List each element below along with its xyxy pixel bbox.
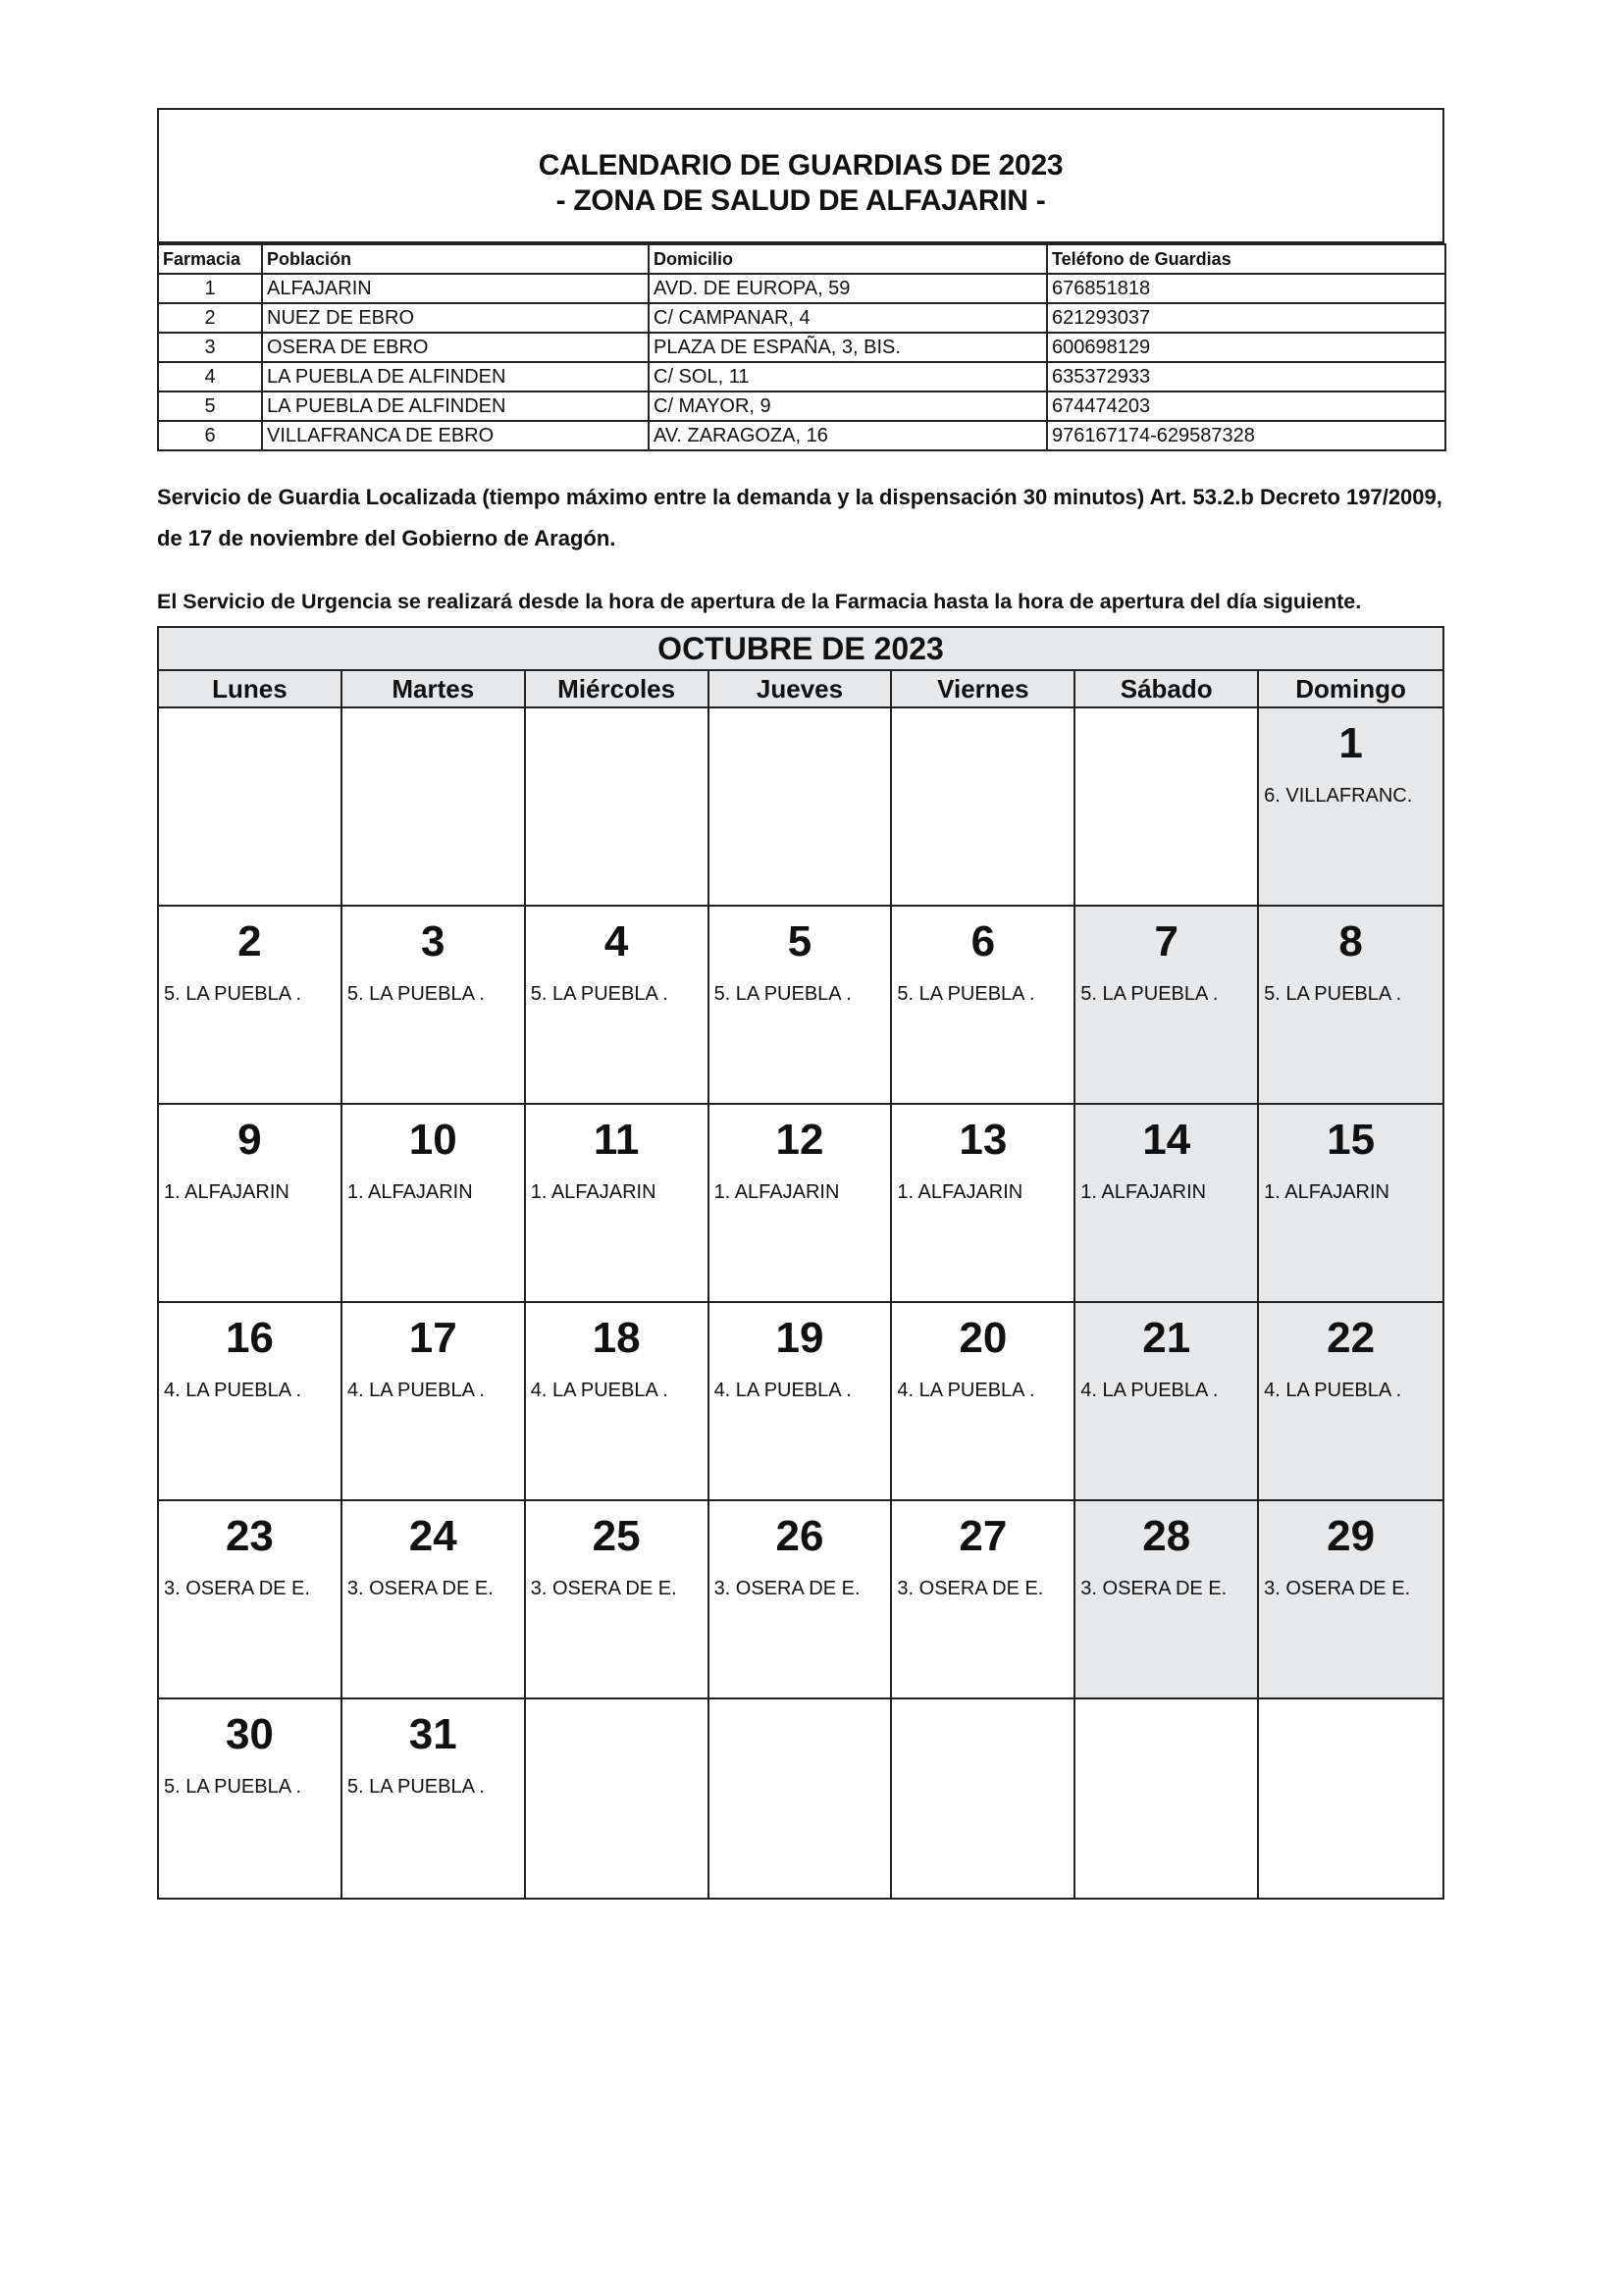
day-number: 11 <box>593 1116 640 1164</box>
calendar-day-cell <box>159 907 342 1105</box>
calendar-empty-cell <box>342 708 526 907</box>
calendar-day-cell <box>159 1699 342 1898</box>
duty-pharmacy: 5. LA PUEBLA . <box>164 1776 302 1798</box>
calendar-day-cell <box>1259 1303 1442 1501</box>
calendar-day-cell <box>342 1303 526 1501</box>
pharmacy-domicilio-cell: C/ CAMPANAR, 4 <box>649 303 1047 333</box>
pharmacy-farmacia-cell: 5 <box>158 391 262 421</box>
day-number: 13 <box>959 1116 1008 1164</box>
pharmacy-telefono-cell: 621293037 <box>1047 303 1445 333</box>
calendar-empty-cell <box>892 1699 1075 1898</box>
calendar-empty-cell <box>159 708 342 907</box>
pharmacy-domicilio-cell: C/ MAYOR, 9 <box>649 391 1047 421</box>
day-number: 14 <box>1142 1116 1191 1164</box>
day-number: 28 <box>1142 1512 1191 1560</box>
pharmacy-domicilio-cell: C/ SOL, 11 <box>649 362 1047 391</box>
calendar-day-cell <box>1075 1303 1259 1501</box>
pharmacy-telefono-cell: 635372933 <box>1047 362 1445 391</box>
calendar-day-cell <box>526 1501 709 1699</box>
calendar-day-cell <box>1259 708 1442 907</box>
pharmacy-telefono-cell: 976167174-629587328 <box>1047 421 1445 450</box>
calendar-day-cell <box>342 1501 526 1699</box>
day-number: 12 <box>775 1116 824 1164</box>
duty-pharmacy: 5. LA PUEBLA . <box>346 1776 485 1798</box>
weekday-label: Domingo <box>1295 674 1406 704</box>
duty-pharmacy: 1. ALFAJARIN <box>713 1181 840 1203</box>
duty-pharmacy: 1. ALFAJARIN <box>897 1181 1023 1203</box>
day-number: 10 <box>408 1116 457 1164</box>
day-number: 25 <box>592 1512 641 1560</box>
duty-pharmacy: 1. ALFAJARIN <box>164 1181 289 1203</box>
duty-pharmacy: 5. LA PUEBLA . <box>530 983 668 1005</box>
day-number: 5 <box>787 917 812 965</box>
pharmacy-row <box>158 362 1445 391</box>
pharmacy-domicilio-cell: AVD. DE EUROPA, 59 <box>649 274 1047 303</box>
calendar-day-cell <box>709 1501 893 1699</box>
weekday-label: Martes <box>342 671 526 706</box>
duty-pharmacy: 4. LA PUEBLA . <box>1080 1380 1219 1401</box>
day-number: 15 <box>1327 1116 1376 1164</box>
day-number: 19 <box>775 1314 824 1362</box>
duty-pharmacy: 5. LA PUEBLA . <box>346 983 485 1005</box>
day-number: 3 <box>421 917 445 965</box>
calendar-empty-cell <box>1259 1699 1442 1898</box>
pharmacy-farmacia-cell: 4 <box>158 362 262 391</box>
calendar-day-cell <box>892 1303 1075 1501</box>
duty-pharmacy: 3. OSERA DE E. <box>897 1578 1044 1599</box>
duty-pharmacy: 4. LA PUEBLA . <box>713 1380 852 1401</box>
weekday-label: Viernes <box>892 671 1075 706</box>
calendar-day-cell <box>1259 1501 1442 1699</box>
day-number: 16 <box>225 1314 274 1362</box>
duty-pharmacy: 3. OSERA DE E. <box>346 1578 494 1599</box>
pharmacy-poblacion-cell: OSERA DE EBRO <box>262 333 649 362</box>
calendar-day-cell <box>1259 907 1442 1105</box>
calendar-grid <box>159 708 1442 1898</box>
weekday-label: Sábado <box>1075 671 1259 706</box>
day-number: 23 <box>225 1512 274 1560</box>
duty-pharmacy: 1. ALFAJARIN <box>346 1181 473 1203</box>
calendar-day-cell <box>159 1105 342 1303</box>
pharmacy-domicilio-cell: AV. ZARAGOZA, 16 <box>649 421 1047 450</box>
calendar-day-cell <box>159 1501 342 1699</box>
calendar-day-cell <box>1075 1501 1259 1699</box>
duty-pharmacy: 4. LA PUEBLA . <box>1264 1380 1402 1401</box>
calendar-day-cell <box>892 1105 1075 1303</box>
duty-pharmacy: 1. ALFAJARIN <box>1264 1181 1389 1203</box>
day-number: 27 <box>959 1512 1008 1560</box>
column-header-farmacia: Farmacia <box>158 244 262 274</box>
day-number: 21 <box>1142 1314 1191 1362</box>
day-number: 26 <box>775 1512 824 1560</box>
day-number: 8 <box>1338 917 1363 965</box>
pharmacy-farmacia-cell: 1 <box>158 274 262 303</box>
pharmacy-farmacia-cell: 6 <box>158 421 262 450</box>
day-number: 31 <box>408 1710 457 1758</box>
pharmacy-farmacia-cell: 3 <box>158 333 262 362</box>
duty-pharmacy: 3. OSERA DE E. <box>1264 1578 1411 1599</box>
urgencia-note: El Servicio de Urgencia se realizará desde la hora de apertura de la Farmacia hasta la hora de apertura del día siguiente. <box>157 590 1362 613</box>
column-header-poblacion: Población <box>262 244 649 274</box>
duty-pharmacy: 3. OSERA DE E. <box>530 1578 677 1599</box>
month-calendar <box>157 626 1444 1900</box>
column-header-domicilio: Domicilio <box>649 244 1047 274</box>
day-number: 29 <box>1327 1512 1376 1560</box>
document-title: CALENDARIO DE GUARDIAS DE 2023 <box>538 149 1064 182</box>
duty-pharmacy: 5. LA PUEBLA . <box>1264 983 1402 1005</box>
duty-pharmacy: 5. LA PUEBLA . <box>713 983 852 1005</box>
calendar-day-cell <box>892 907 1075 1105</box>
weekday-label: Lunes <box>159 671 342 706</box>
day-number: 30 <box>225 1710 274 1758</box>
day-number: 9 <box>237 1116 262 1164</box>
calendar-empty-cell <box>709 708 893 907</box>
pharmacy-row <box>158 391 1445 421</box>
pharmacy-row <box>158 333 1445 362</box>
calendar-day-cell <box>342 907 526 1105</box>
pharmacy-domicilio-cell: PLAZA DE ESPAÑA, 3, BIS. <box>649 333 1047 362</box>
calendar-day-cell <box>1075 907 1259 1105</box>
pharmacy-row <box>158 421 1445 450</box>
pharmacy-row <box>158 303 1445 333</box>
calendar-empty-cell <box>892 708 1075 907</box>
pharmacy-table <box>157 243 1446 451</box>
day-number: 22 <box>1327 1314 1376 1362</box>
pharmacy-farmacia-cell: 2 <box>158 303 262 333</box>
duty-pharmacy: 5. LA PUEBLA . <box>897 983 1035 1005</box>
day-number: 17 <box>408 1314 457 1362</box>
weekday-label: Jueves <box>709 671 893 706</box>
calendar-day-cell <box>526 907 709 1105</box>
weekday-label: Miércoles <box>526 671 709 706</box>
calendar-day-cell <box>892 1501 1075 1699</box>
day-number: 20 <box>959 1314 1008 1362</box>
pharmacy-telefono-cell: 674474203 <box>1047 391 1445 421</box>
calendar-day-cell <box>709 1105 893 1303</box>
day-number: 4 <box>603 917 629 965</box>
duty-pharmacy: 6. VILLAFRANC. <box>1264 785 1413 807</box>
duty-pharmacy: 5. LA PUEBLA . <box>1080 983 1219 1005</box>
day-number: 6 <box>970 917 996 965</box>
weekday-header <box>159 671 1442 708</box>
calendar-day-cell <box>526 1105 709 1303</box>
duty-pharmacy: 1. ALFAJARIN <box>530 1181 656 1203</box>
pharmacy-poblacion-cell: ALFAJARIN <box>262 274 649 303</box>
calendar-day-cell <box>342 1105 526 1303</box>
day-number: 18 <box>592 1314 641 1362</box>
day-number: 2 <box>237 917 262 965</box>
calendar-day-cell <box>709 907 893 1105</box>
calendar-day-cell <box>709 1303 893 1501</box>
day-number: 1 <box>1338 719 1363 767</box>
duty-pharmacy: 3. OSERA DE E. <box>1080 1578 1228 1599</box>
pharmacy-telefono-cell: 676851818 <box>1047 274 1445 303</box>
duty-pharmacy: 3. OSERA DE E. <box>713 1578 861 1599</box>
calendar-empty-cell <box>1075 708 1259 907</box>
month-title: OCTUBRE DE 2023 <box>159 628 1442 671</box>
calendar-day-cell <box>1259 1105 1442 1303</box>
title-box <box>157 108 1444 243</box>
calendar-empty-cell <box>1075 1699 1259 1898</box>
guardia-note: Servicio de Guardia Localizada (tiempo máximo entre la demanda y la dispensación 30 minutos) Art. 53.2.b Decreto 197/2009, de 17 de noviembre del Gobierno de Aragón. <box>157 485 1442 550</box>
duty-pharmacy: 5. LA PUEBLA . <box>164 983 302 1005</box>
duty-pharmacy: 1. ALFAJARIN <box>1080 1181 1207 1203</box>
pharmacy-poblacion-cell: VILLAFRANCA DE EBRO <box>262 421 649 450</box>
duty-pharmacy: 4. LA PUEBLA . <box>897 1380 1035 1401</box>
duty-pharmacy: 4. LA PUEBLA . <box>164 1380 302 1401</box>
calendar-day-cell <box>526 1303 709 1501</box>
day-number: 24 <box>408 1512 457 1560</box>
calendar-day-cell <box>1075 1105 1259 1303</box>
duty-pharmacy: 4. LA PUEBLA . <box>530 1380 668 1401</box>
pharmacy-telefono-cell: 600698129 <box>1047 333 1445 362</box>
pharmacy-poblacion-cell: LA PUEBLA DE ALFINDEN <box>262 362 649 391</box>
calendar-day-cell <box>159 1303 342 1501</box>
pharmacy-poblacion-cell: LA PUEBLA DE ALFINDEN <box>262 391 649 421</box>
column-header-telefono: Teléfono de Guardias <box>1047 244 1445 274</box>
calendar-empty-cell <box>709 1699 893 1898</box>
duty-pharmacy: 3. OSERA DE E. <box>164 1578 310 1599</box>
pharmacy-poblacion-cell: NUEZ DE EBRO <box>262 303 649 333</box>
pharmacy-table-header <box>158 244 1445 274</box>
calendar-day-cell <box>342 1699 526 1898</box>
pharmacy-row <box>158 274 1445 303</box>
calendar-empty-cell <box>526 1699 709 1898</box>
duty-pharmacy: 4. LA PUEBLA . <box>346 1380 485 1401</box>
document-subtitle: - ZONA DE SALUD DE ALFAJARIN - <box>555 184 1046 217</box>
day-number: 7 <box>1154 917 1178 965</box>
calendar-empty-cell <box>526 708 709 907</box>
